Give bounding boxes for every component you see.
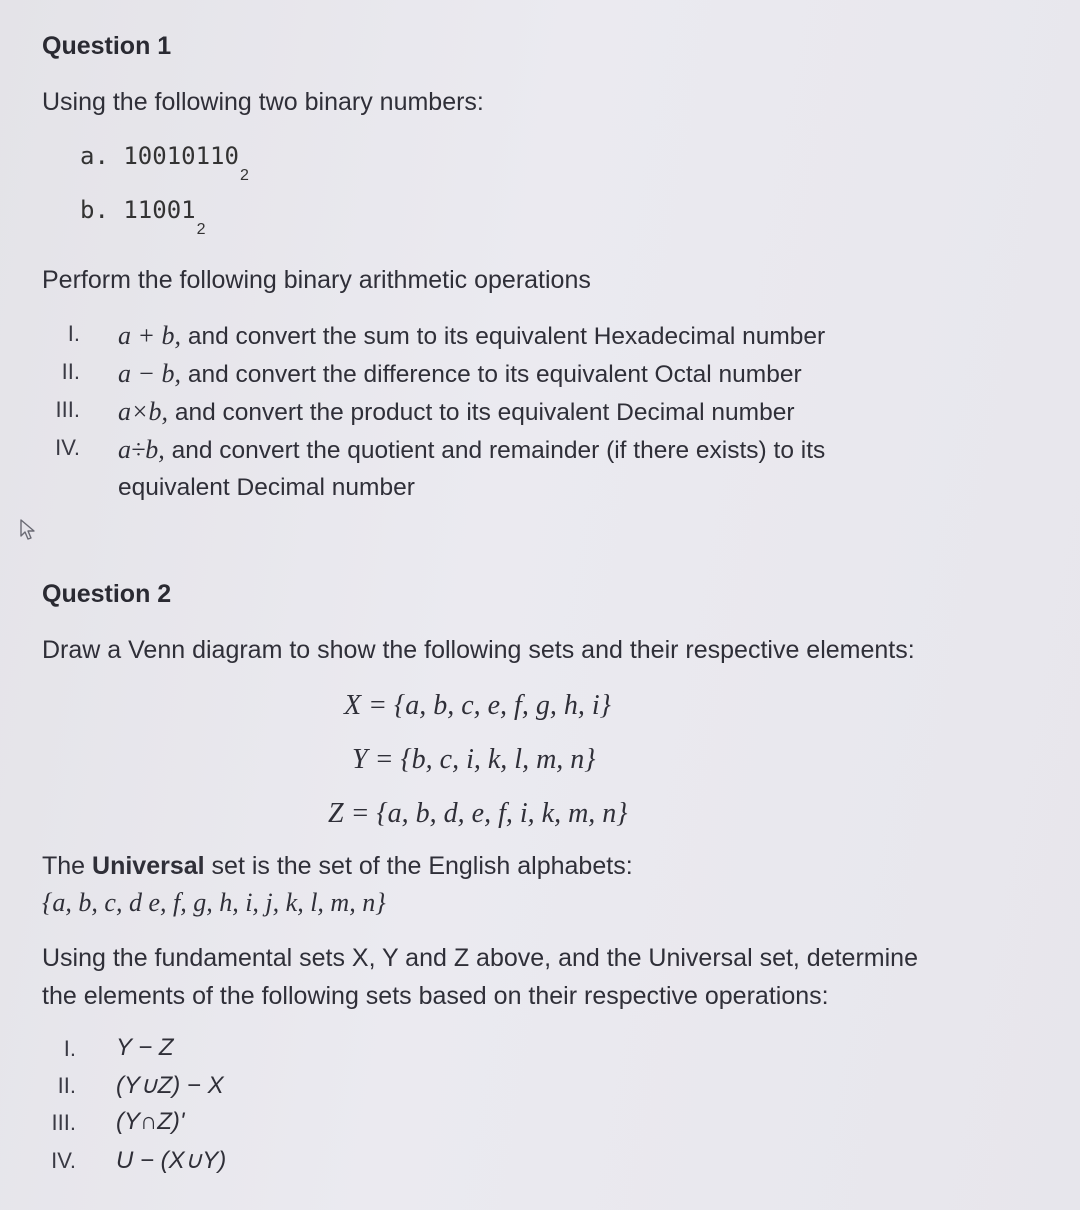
roman-numeral: I. — [63, 1036, 76, 1061]
number-value: 10010110 — [123, 142, 239, 170]
question-2-intro: Draw a Venn diagram to show the following sets and their respective elements: — [42, 636, 915, 664]
operation-expression: a − b, — [118, 359, 182, 388]
mouse-cursor-icon — [18, 518, 40, 542]
question-1-instruction: Perform the following binary arithmetic operations — [42, 266, 591, 294]
question-1-intro: Using the following two binary numbers: — [42, 88, 484, 116]
binary-number-b — [80, 196, 206, 238]
set-operation: (Y∪Z) − X — [116, 1072, 224, 1099]
question-2-title: Question 2 — [42, 580, 172, 608]
operation-expression: a×b, — [118, 397, 169, 426]
operation-item — [118, 397, 795, 427]
operation-description: and convert the quotient and remainder (if there exists) to its — [164, 437, 826, 464]
universal-set-description — [42, 852, 633, 881]
roman-numeral: IV. — [51, 1148, 76, 1173]
operation-expression: a + b, — [118, 321, 182, 350]
operation-item — [118, 359, 802, 389]
operation-item — [118, 321, 825, 351]
set-operation: Y − Z — [116, 1034, 174, 1061]
number-value: 11001 — [123, 196, 196, 224]
roman-numeral: III. — [55, 397, 80, 422]
roman-numeral: II. — [57, 1073, 76, 1098]
set-operation: (Y∩Z)' — [116, 1108, 185, 1135]
roman-numeral: I. — [67, 321, 80, 346]
operation-item — [118, 435, 825, 465]
number-base: 2 — [196, 221, 206, 238]
set-operation: U − (X∪Y) — [116, 1147, 227, 1174]
number-label: b. — [80, 196, 109, 224]
number-label: a. — [80, 142, 109, 170]
question-2-using-line-2: the elements of the following sets based on their respective operations: — [42, 982, 829, 1010]
operation-item-continuation: equivalent Decimal number — [118, 474, 415, 501]
roman-numeral: IV. — [55, 435, 80, 460]
operation-description: and convert the difference to its equivalent Octal number — [181, 361, 802, 388]
set-y: Y = {b, c, i, k, l, m, n} — [352, 744, 596, 775]
operation-description: and convert the product to its equivalent Decimal number — [168, 399, 795, 426]
roman-numeral: III. — [51, 1110, 76, 1135]
set-z: Z = {a, b, d, e, f, i, k, m, n} — [328, 798, 628, 829]
universal-set: {a, b, c, d e, f, g, h, i, j, k, l, m, n} — [42, 888, 386, 917]
number-base: 2 — [239, 167, 249, 184]
question-1-title: Question 1 — [42, 32, 172, 60]
roman-numeral: II. — [61, 359, 80, 384]
set-x: X = {a, b, c, e, f, g, h, i} — [344, 690, 611, 721]
universal-bold-word: Universal — [92, 852, 205, 880]
operation-description: and convert the sum to its equivalent Hexadecimal number — [181, 323, 826, 350]
universal-prefix: The — [42, 852, 93, 880]
binary-number-a — [80, 142, 249, 184]
operation-expression: a÷b, — [118, 435, 165, 464]
universal-suffix: set is the set of the English alphabets: — [204, 852, 633, 880]
question-2-using-line-1: Using the fundamental sets X, Y and Z above, and the Universal set, determine — [42, 944, 918, 972]
